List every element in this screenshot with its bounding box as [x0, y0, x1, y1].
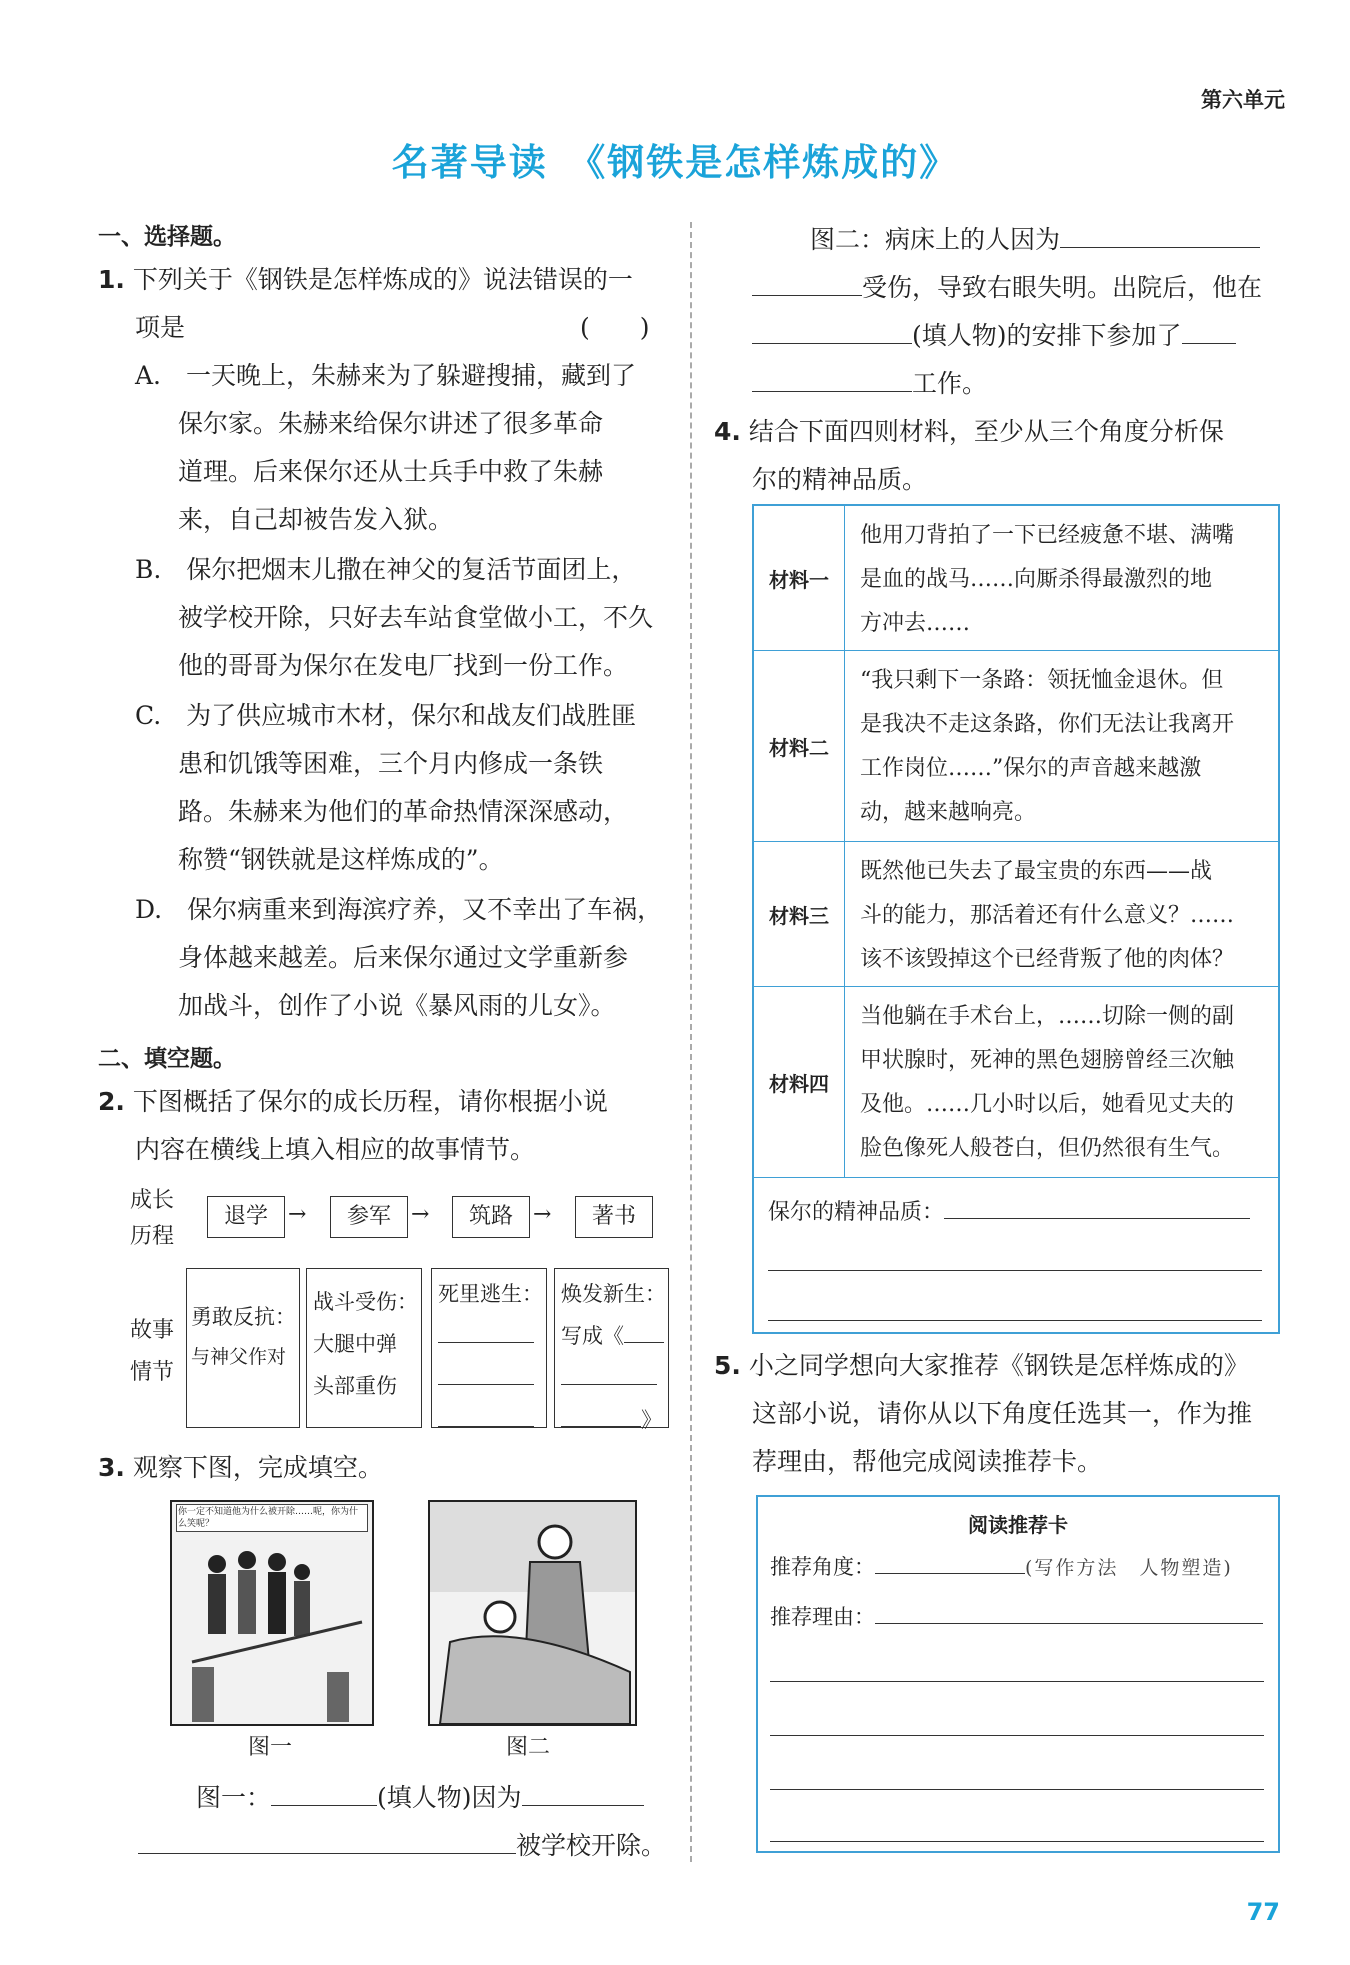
growth-label-line2: 历程	[130, 1224, 175, 1249]
quality-answer-line3[interactable]	[768, 1296, 1262, 1325]
material-4-line2: 甲状腺时，死神的黑色翅膀曾经三次触	[860, 1048, 1235, 1073]
story-label	[130, 1310, 174, 1394]
material-row-1	[754, 506, 1278, 651]
arrow-3: →	[533, 1202, 552, 1227]
reading-recommendation-card	[756, 1495, 1280, 1853]
material-row-4	[754, 987, 1278, 1178]
q3-fig2-person: (填人物)的安排下参加了	[912, 321, 1182, 350]
q1-stem-line1: 下列关于《钢铁是怎样炼成的》说法错误的一	[132, 265, 633, 294]
quality-answer-line2[interactable]	[768, 1246, 1262, 1275]
detail-box-4	[554, 1268, 669, 1432]
q1-option-d-line1: D. 保尔病重来到海滨疗养，又不幸出了车祸，	[135, 895, 663, 924]
recommend-reason-label: 推荐理由：	[770, 1605, 875, 1629]
q3-fig2-line4[interactable]	[752, 360, 987, 408]
q4-stem	[714, 408, 1224, 456]
material-label-1: 材料一	[754, 506, 845, 650]
q1-option-b-line2: 被学校开除，只好去车站食堂做小工，不久	[178, 603, 654, 632]
q3-number: 3.	[98, 1453, 125, 1482]
q3-fig1-suffix: 被学校开除。	[516, 1831, 667, 1860]
story-label-line2: 情节	[130, 1360, 175, 1385]
q1-stem-line2: 项是	[135, 313, 186, 342]
stage-box-4: 著书	[575, 1196, 653, 1238]
material-text-3	[860, 850, 1268, 982]
stage-box-2: 参军	[330, 1196, 408, 1238]
material-2-line1: “我只剩下一条路：领抚恤金退休。但	[860, 668, 1224, 693]
detail-4-line2[interactable]	[561, 1315, 668, 1357]
q2-stem-line1: 下图概括了保尔的成长历程，请你根据小说	[132, 1087, 608, 1116]
material-1-line3: 方冲去……	[860, 611, 971, 636]
material-3-line1: 既然他已失去了最宝贵的东西——战	[860, 859, 1213, 884]
detail-4-line1: 焕发新生：	[561, 1282, 666, 1306]
figure-1-drawing	[172, 1502, 372, 1724]
figure-2-image	[428, 1500, 637, 1726]
detail-3-blank3[interactable]	[438, 1399, 546, 1441]
recommend-angle-line[interactable]	[770, 1549, 1233, 1581]
q1-option-b-line3: 他的哥哥为保尔在发电厂找到一份工作。	[178, 651, 629, 680]
q1-option-d-line3: 加战斗，创作了小说《暴风雨的儿女》。	[178, 991, 616, 1020]
q3-fig2-prefix: 图二：病床上的人因为	[810, 225, 1061, 254]
q3-fill-line1[interactable]	[196, 1774, 644, 1822]
q5-stem-line2: 这部小说，请你从以下角度任选其一，作为推	[752, 1399, 1253, 1428]
q4-stem-line1: 结合下面四则材料，至少从三个角度分析保	[748, 417, 1224, 446]
detail-box-2	[306, 1268, 422, 1428]
quality-label: 保尔的精神品质：	[768, 1200, 945, 1225]
figure-2-drawing	[430, 1502, 635, 1724]
detail-2-line3: 头部重伤	[313, 1374, 397, 1398]
q1-option-c-line4: 称赞“钢铁就是这样炼成的”。	[178, 845, 504, 874]
material-3-line2: 斗的能力，那活着还有什么意义？……	[860, 903, 1235, 928]
detail-1-line1: 勇敢反抗：	[191, 1305, 296, 1329]
q5-stem-line1: 小之同学想向大家推荐《钢铁是怎样炼成的》	[748, 1351, 1249, 1380]
detail-4-line4[interactable]	[561, 1399, 668, 1441]
q1-option-c-line3: 路。朱赫来为他们的革命热情深深感动，	[178, 797, 629, 826]
q1-option-c-line2: 患和饥饿等困难，三个月内修成一条铁	[178, 749, 604, 778]
q3-fig1-mid: (填人物)因为	[377, 1783, 522, 1812]
q1-option-a-line3: 道理。后来保尔还从士兵手中救了朱赫	[178, 457, 604, 486]
q5-stem-line3: 荐理由，帮他完成阅读推荐卡。	[752, 1447, 1103, 1476]
materials-table	[752, 504, 1280, 1334]
q4-number: 4.	[714, 417, 741, 446]
q3-fig2-line2[interactable]	[752, 264, 1262, 312]
detail-2-line2: 大腿中弹	[313, 1332, 397, 1356]
q3-stem-text: 观察下图，完成填空。	[132, 1453, 383, 1482]
recommend-reason-line[interactable]	[770, 1599, 1263, 1631]
detail-3-blank2[interactable]	[438, 1357, 546, 1399]
q1-stem	[98, 256, 633, 304]
growth-label	[130, 1183, 174, 1255]
q2-number: 2.	[98, 1087, 125, 1116]
card-title: 阅读推荐卡	[968, 1513, 1068, 1537]
q5-number: 5.	[714, 1351, 741, 1380]
growth-label-line1: 成长	[130, 1188, 175, 1213]
detail-4-book-open: 写成《	[561, 1324, 624, 1348]
q1-answer-paren[interactable]: ( )	[580, 313, 650, 342]
unit-label: 第六单元	[1201, 88, 1285, 112]
q5-stem	[714, 1342, 1249, 1390]
column-divider	[690, 222, 692, 1862]
page-number: 77	[1246, 1898, 1280, 1926]
page-title: 名著导读 《钢铁是怎样炼成的》	[391, 141, 959, 184]
material-row-2	[754, 651, 1278, 842]
material-2-line2: 是我决不走这条路，你们无法让我离开	[860, 712, 1235, 737]
story-label-line1: 故事	[130, 1318, 175, 1343]
stage-box-3: 筑路	[452, 1196, 530, 1238]
reason-blank-2[interactable]	[770, 1711, 1264, 1740]
stage-box-1: 退学	[207, 1196, 285, 1238]
material-1-line2: 是血的战马……向厮杀得最激烈的地	[860, 567, 1213, 592]
quality-answer-line1[interactable]	[768, 1194, 1250, 1226]
material-row-3	[754, 842, 1278, 987]
q1-option-a-line1: A. 一天晚上，朱赫来为了躲避搜捕，藏到了	[135, 361, 637, 390]
detail-box-1	[186, 1268, 300, 1428]
figure-2-label: 图二	[506, 1735, 551, 1760]
detail-1-line2: 与神父作对	[191, 1346, 287, 1368]
material-2-line4: 动，越来越响亮。	[860, 800, 1037, 825]
q1-option-b-line1: B. 保尔把烟末儿撒在神父的复活节面团上，	[135, 555, 637, 584]
detail-2-line1: 战斗受伤：	[313, 1290, 418, 1314]
material-4-line1: 当他躺在手术台上，……切除一侧的副	[860, 1004, 1235, 1029]
reason-blank-3[interactable]	[770, 1765, 1264, 1794]
q3-stem	[98, 1444, 383, 1492]
material-text-1	[860, 514, 1268, 646]
material-2-line3: 工作岗位……”保尔的声音越来越激	[860, 756, 1202, 781]
material-text-2	[860, 659, 1268, 835]
detail-box-3	[431, 1268, 547, 1428]
material-label-3: 材料三	[754, 842, 845, 986]
material-4-line4: 脸色像死人般苍白，但仍然很有生气。	[860, 1136, 1235, 1161]
q2-stem-line2: 内容在横线上填入相应的故事情节。	[135, 1135, 536, 1164]
figure-1-speech-bubble: 你一定不知道他为什么被开除……呢，你为什么笑呢？	[176, 1504, 368, 1532]
q4-stem-line2: 尔的精神品质。	[752, 465, 928, 494]
arrow-1: →	[288, 1202, 307, 1227]
material-label-4: 材料四	[754, 987, 845, 1177]
material-text-4	[860, 995, 1268, 1171]
q3-fig1-prefix: 图一：	[196, 1783, 272, 1812]
detail-3-blank1[interactable]	[438, 1315, 546, 1357]
q3-fig2-line1[interactable]	[810, 216, 1260, 264]
q1-option-d-line2: 身体越来越差。后来保尔通过文学重新参	[178, 943, 629, 972]
detail-4-blank[interactable]	[561, 1357, 668, 1399]
figure-1-image	[170, 1500, 374, 1726]
arrow-2: →	[411, 1202, 430, 1227]
q1-number: 1.	[98, 265, 125, 294]
figure-1-label: 图一	[248, 1735, 293, 1760]
material-1-line1: 他用刀背拍了一下已经疲惫不堪、满嘴	[860, 523, 1235, 548]
material-label-2: 材料二	[754, 651, 845, 841]
reason-blank-4[interactable]	[770, 1817, 1264, 1846]
section-two-heading: 二、填空题。	[98, 1046, 236, 1072]
material-3-line3: 该不该毁掉这个已经背叛了他的肉体？	[860, 947, 1235, 972]
q1-option-a-line4: 来，自己却被告发入狱。	[178, 505, 454, 534]
detail-3-line1: 死里逃生：	[438, 1282, 543, 1306]
material-4-line3: 及他。……几小时以后，她看见丈夫的	[860, 1092, 1235, 1117]
q2-stem	[98, 1078, 608, 1126]
q3-fig2-line3[interactable]	[752, 312, 1236, 360]
recommend-angle-label: 推荐角度：	[770, 1555, 875, 1579]
q3-fig2-mid: 受伤，导致右眼失明。出院后，他在	[862, 273, 1263, 302]
detail-4-book-close: 》	[641, 1408, 662, 1432]
q3-fill-line2[interactable]	[138, 1822, 666, 1870]
q1-option-a-line2: 保尔家。朱赫来给保尔讲述了很多革命	[178, 409, 604, 438]
q1-option-c-line1: C. 为了供应城市木材，保尔和战友们战胜匪	[135, 701, 637, 730]
reason-blank-1[interactable]	[770, 1657, 1264, 1686]
q3-fig2-suffix: 工作。	[912, 369, 988, 398]
recommend-angle-options: (写作方法 人物塑造)	[1025, 1557, 1233, 1579]
section-one-heading: 一、选择题。	[98, 224, 236, 250]
